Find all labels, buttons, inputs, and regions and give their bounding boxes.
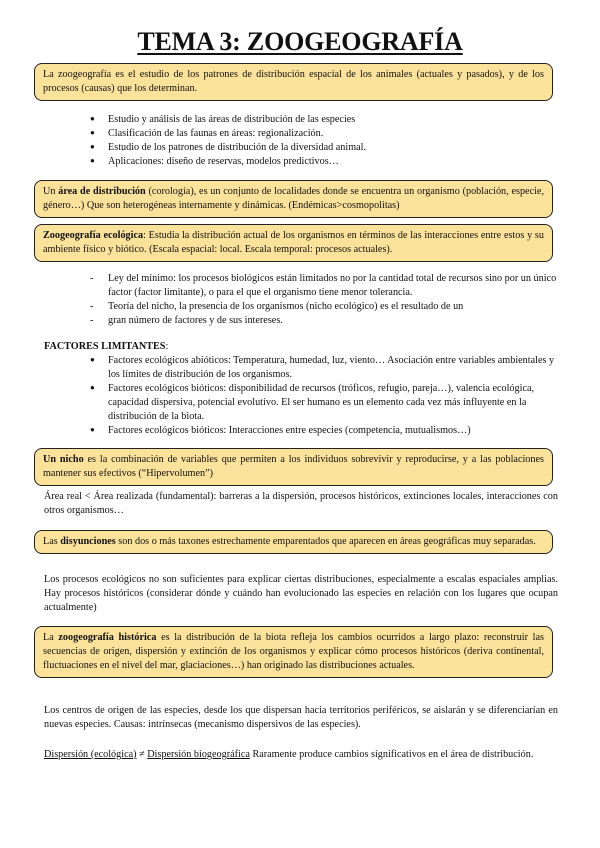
list-item: ● Aplicaciones: diseño de reservas, modelos predictivos…	[88, 155, 558, 169]
list-item: ● Factores ecológicos abióticos: Temperatura, humedad, luz, viento… Asociación entre variables ambientales y los límites de distribución de los organismos.	[88, 354, 558, 382]
list-item: ● Factores ecológicos bióticos: Interacciones entre especies (competencia, mutualismos…)	[88, 424, 558, 438]
definition-box-nicho	[34, 448, 553, 486]
section-heading-factores	[44, 340, 558, 354]
term-zoogeografia-ecologica: Zoogeografía ecológica	[43, 230, 144, 241]
box-text: : Estudia la distribución actual de los organismos en términos de las interacciones entre estos y su ambiente físico y biótico. (Escala espacial: local. Escala temporal: procesos actuales).	[43, 230, 544, 256]
term-area-distribucion: área de distribución	[58, 186, 146, 197]
box-text-pre: Las	[43, 536, 61, 547]
bullet-list-objetivos	[88, 113, 558, 169]
term-dispersion-ecologica: Dispersión (ecológica)	[44, 749, 137, 760]
list-item: - Teoría del nicho, la presencia de los organismos (nicho ecológico) es el resultado de un	[88, 300, 558, 314]
paragraph-dispersion	[44, 748, 558, 762]
heading-colon: :	[165, 341, 169, 352]
paragraph-centros-origen: Los centros de origen de las especies, desde los que dispersan hacia territorios periféricos, se aislarán y se diferenciarían en nuevas especies. Causas: intrínsecas (mecanismo dispersivos de las especies).	[44, 705, 558, 731]
box-text-pre: La	[43, 632, 59, 643]
box-text: es la distribución de la biota refleja los cambios ocurridos a largo plazo: reconstruir las secuencias de origen, dispersión y extinción de los organismos y explicar cómo procesos históricos (deriva continental, fluctuaciones en el nivel del mar, glaciaciones…) han originado las distribuciones actuales.	[43, 632, 545, 672]
term-zoogeografia-historica: zoogeografía histórica	[58, 632, 157, 643]
list-item: ● Factores ecológicos bióticos: disponibilidad de recursos (tróficos, refugio, pareja…), valencia ecológica, capacidad dispersiva, potencial evolutivo. El ser humano es un elemento cada vez más influyente en la distribución de la biota.	[88, 382, 558, 424]
term-nicho: Un nicho	[43, 454, 84, 465]
bullet-list-factores	[88, 354, 558, 438]
box-text: es la combinación de variables que permiten a los individuos sobrevivir y reproducirse, y a las poblaciones mantener sus efectivos (“Hipervolumen”)	[43, 454, 544, 480]
list-item: ● Clasificación de las faunas en áreas: regionalización.	[88, 127, 558, 141]
box-text: La zoogeografía es el estudio de los patrones de distribución espacial de los animales (actuales y pasados), y de los procesos (causas) que los determinan.	[43, 69, 544, 95]
paragraph-area-real: Área real < Área realizada (fundamental): barreras a la dispersión, procesos históricos, extinciones locales, interacciones con otros organismos…	[44, 491, 558, 517]
paragraph-procesos-ecologicos: Los procesos ecológicos no son suficientes para explicar ciertas distribuciones, especialmente a escalas espaciales amplias. Hay procesos históricos (considerar dónde y cuándo han evolucionado las especies en relación con los lugares que ocupan actualmente)	[44, 574, 558, 614]
term-dispersion-biogeografica: Dispersión biogeográfica	[147, 749, 250, 760]
list-item: - Ley del mínimo: los procesos biológicos están limitados no por la cantidad total de recursos sino por un único factor (factor limitante), o para el que el organismo tiene menor tolerancia.	[88, 272, 558, 300]
box-text: (corología), es un conjunto de localidades donde se encuentra un organismo (población, especie, género…) Que son heterogéneas internamente y dinámicas. (Endémicas>cosmopolitas)	[43, 186, 544, 212]
list-item: - gran número de factores y de sus intereses.	[88, 314, 558, 328]
definition-box-zoogeografia	[34, 63, 553, 101]
dash-list-ley-minimo	[88, 272, 558, 328]
definition-box-disyunciones	[34, 530, 553, 554]
list-item: ● Estudio y análisis de las áreas de distribución de las especies	[88, 113, 558, 127]
definition-box-area-distribucion	[34, 180, 553, 218]
definition-box-zoogeografia-ecologica	[34, 224, 553, 262]
paragraph-text: Raramente produce cambios significativos en el área de distribución.	[249, 749, 534, 760]
heading-factores-limitantes: FACTORES LIMITANTES	[44, 341, 166, 352]
box-text-pre: Un	[43, 186, 59, 197]
term-disyunciones: disyunciones	[60, 536, 116, 547]
definition-box-zoogeografia-historica	[34, 626, 553, 678]
not-equal-sign: ≠	[136, 749, 148, 760]
list-item: ● Estudio de los patrones de distribución de la diversidad animal.	[88, 141, 558, 155]
page-title: TEMA 3: ZOOGEOGRAFÍA	[137, 27, 463, 56]
box-text: son dos o más taxones estrechamente emparentados que aparecen en áreas geográficas muy separadas.	[115, 536, 536, 547]
